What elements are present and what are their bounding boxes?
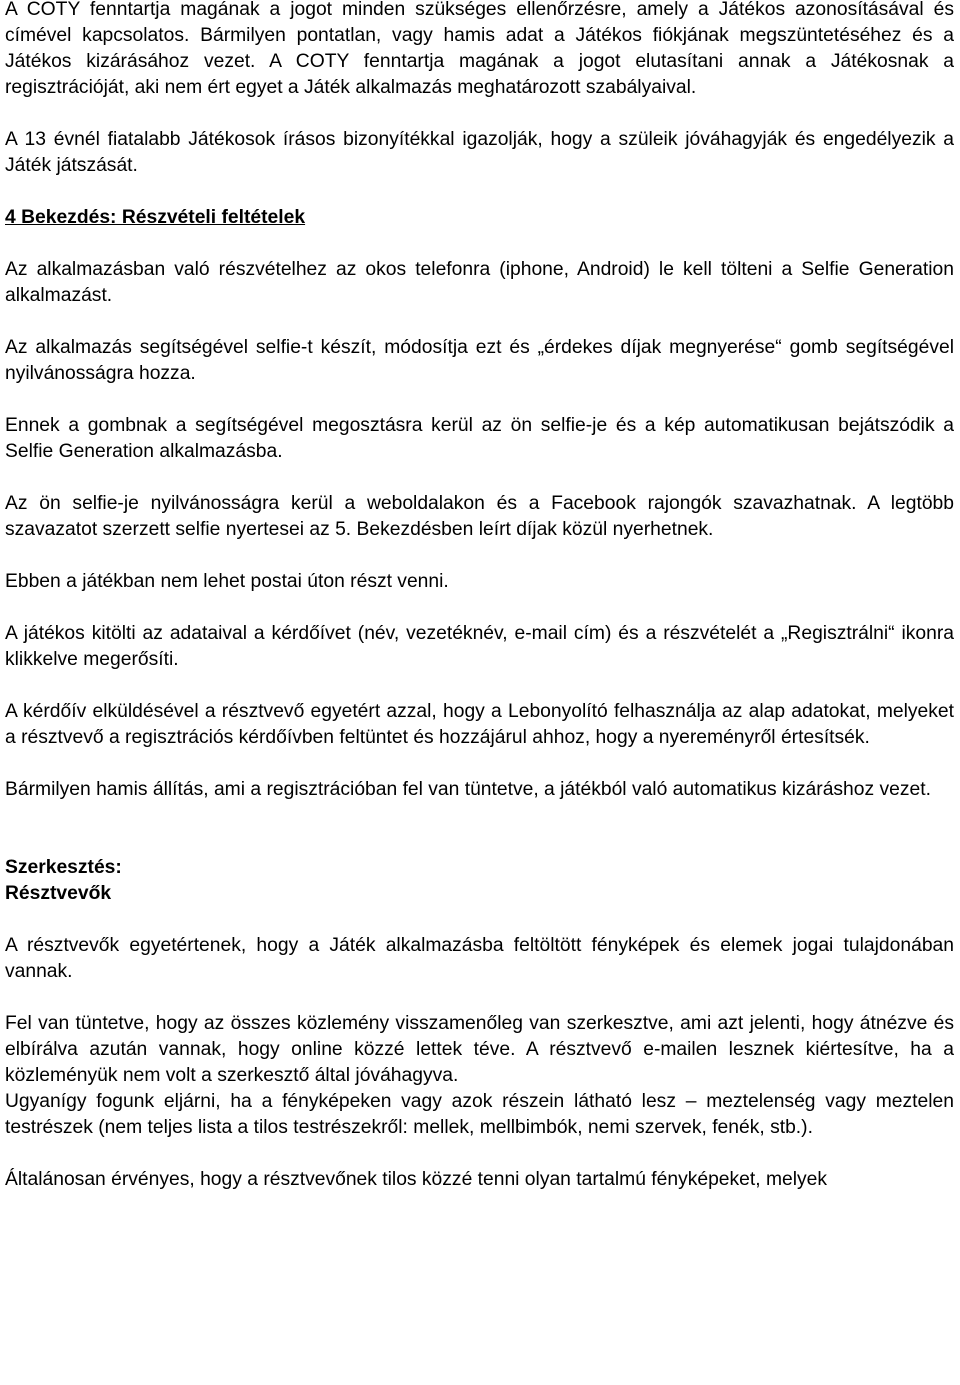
paragraph-rights: A résztvevők egyetértenek, hogy a Játék alkalmazásba feltöltött fényképek és elemek jogai tulajdonában vannak. (5, 935, 954, 982)
paragraph-voting: Az ön selfie-je nyilvánosságra kerül a weboldalakon és a Facebook rajongók szavazhatnak. A legtöbb szavazatot szerzett selfie nyertesei az 5. Bekezdésben leírt díjak közül nyerhetnek. (5, 493, 954, 540)
paragraph-no-postal: Ebben a játékban nem lehet postai úton részt venni. (5, 571, 449, 592)
paragraph-nudity: Ugyanígy fogunk eljárni, ha a fényképeken vagy azok részein látható lesz – meztelenség vagy meztelen testrészek (nem teljes lista a tilos testrészekről: mellek, mellbimbók, nemi szervek, fenék, stb.). (5, 1091, 954, 1138)
paragraph-share-button: Ennek a gombnak a segítségével megosztásra kerül az ön selfie-je és a kép automatikusan bejátszódik a Selfie Generation alkalmazásba. (5, 415, 954, 462)
paragraph-general-rule: Általánosan érvényes, hogy a résztvevőnek tilos közzé tenni olyan tartalmú fényképeket, melyek (5, 1169, 828, 1190)
paragraph-moderation: Fel van tüntetve, hogy az összes közlemény visszamenőleg van szerkesztve, ami azt jelenti, hogy átnézve és elbírálva azután vannak, hogy online közzé lettek téve. A résztvevő e-mailen lesznek kiértesítve, ha a közleményük nem volt a szerkesztő által jóváhagyva. (5, 1013, 954, 1086)
paragraph-coty-verification: A COTY fenntartja magának a jogot minden szükséges ellenőrzésre, amely a Játékos azonosításával és címével kapcsolatos. Bármilyen pontatlan, vagy hamis adat a Játékos fiókjának megszüntetéséhez és a Játékos kizárásához vezet. A COTY fenntartja magának a jogot elutasítani annak a Játékosnak a regisztrációját, aki nem ért egyet a Játék alkalmazás meghatározott szabályaival. (5, 0, 954, 98)
paragraph-under-13: A 13 évnél fiatalabb Játékosok írásos bizonyítékkal igazolják, hogy a szüleik jóváhagyják és engedélyezik a Játék játszását. (5, 129, 954, 176)
paragraph-false-statement: Bármilyen hamis állítás, ami a regisztrációban fel van tüntetve, a játékból való automatikus kizáráshoz vezet. (5, 779, 931, 800)
participants-heading: Résztvevők (5, 883, 112, 904)
paragraph-questionnaire: A játékos kitölti az adataival a kérdőívet (név, vezetéknév, e-mail cím) és a részvételét a „Regisztrálni“ ikonra klikkelve megerősíti. (5, 623, 954, 670)
paragraph-download-app: Az alkalmazásban való részvételhez az okos telefonra (iphone, Android) le kell tölteni a Selfie Generation alkalmazást. (5, 259, 954, 306)
paragraph-take-selfie: Az alkalmazás segítségével selfie-t készít, módosítja ezt és „érdekes díjak megnyerése“ gomb segítségével nyilvánosságra hozza. (5, 337, 954, 384)
paragraph-data-consent: A kérdőív elküldésével a résztvevő egyetért azzal, hogy a Lebonyolító felhasználja az alap adatokat, melyeket a résztvevő a regisztrációs kérdőívben feltüntet és hozzájárul ahhoz, hogy a nyereményről értesítsék. (5, 701, 954, 748)
editing-heading: Szerkesztés: (5, 857, 122, 878)
section-4-heading: 4 Bekezdés: Részvételi feltételek (5, 207, 306, 228)
